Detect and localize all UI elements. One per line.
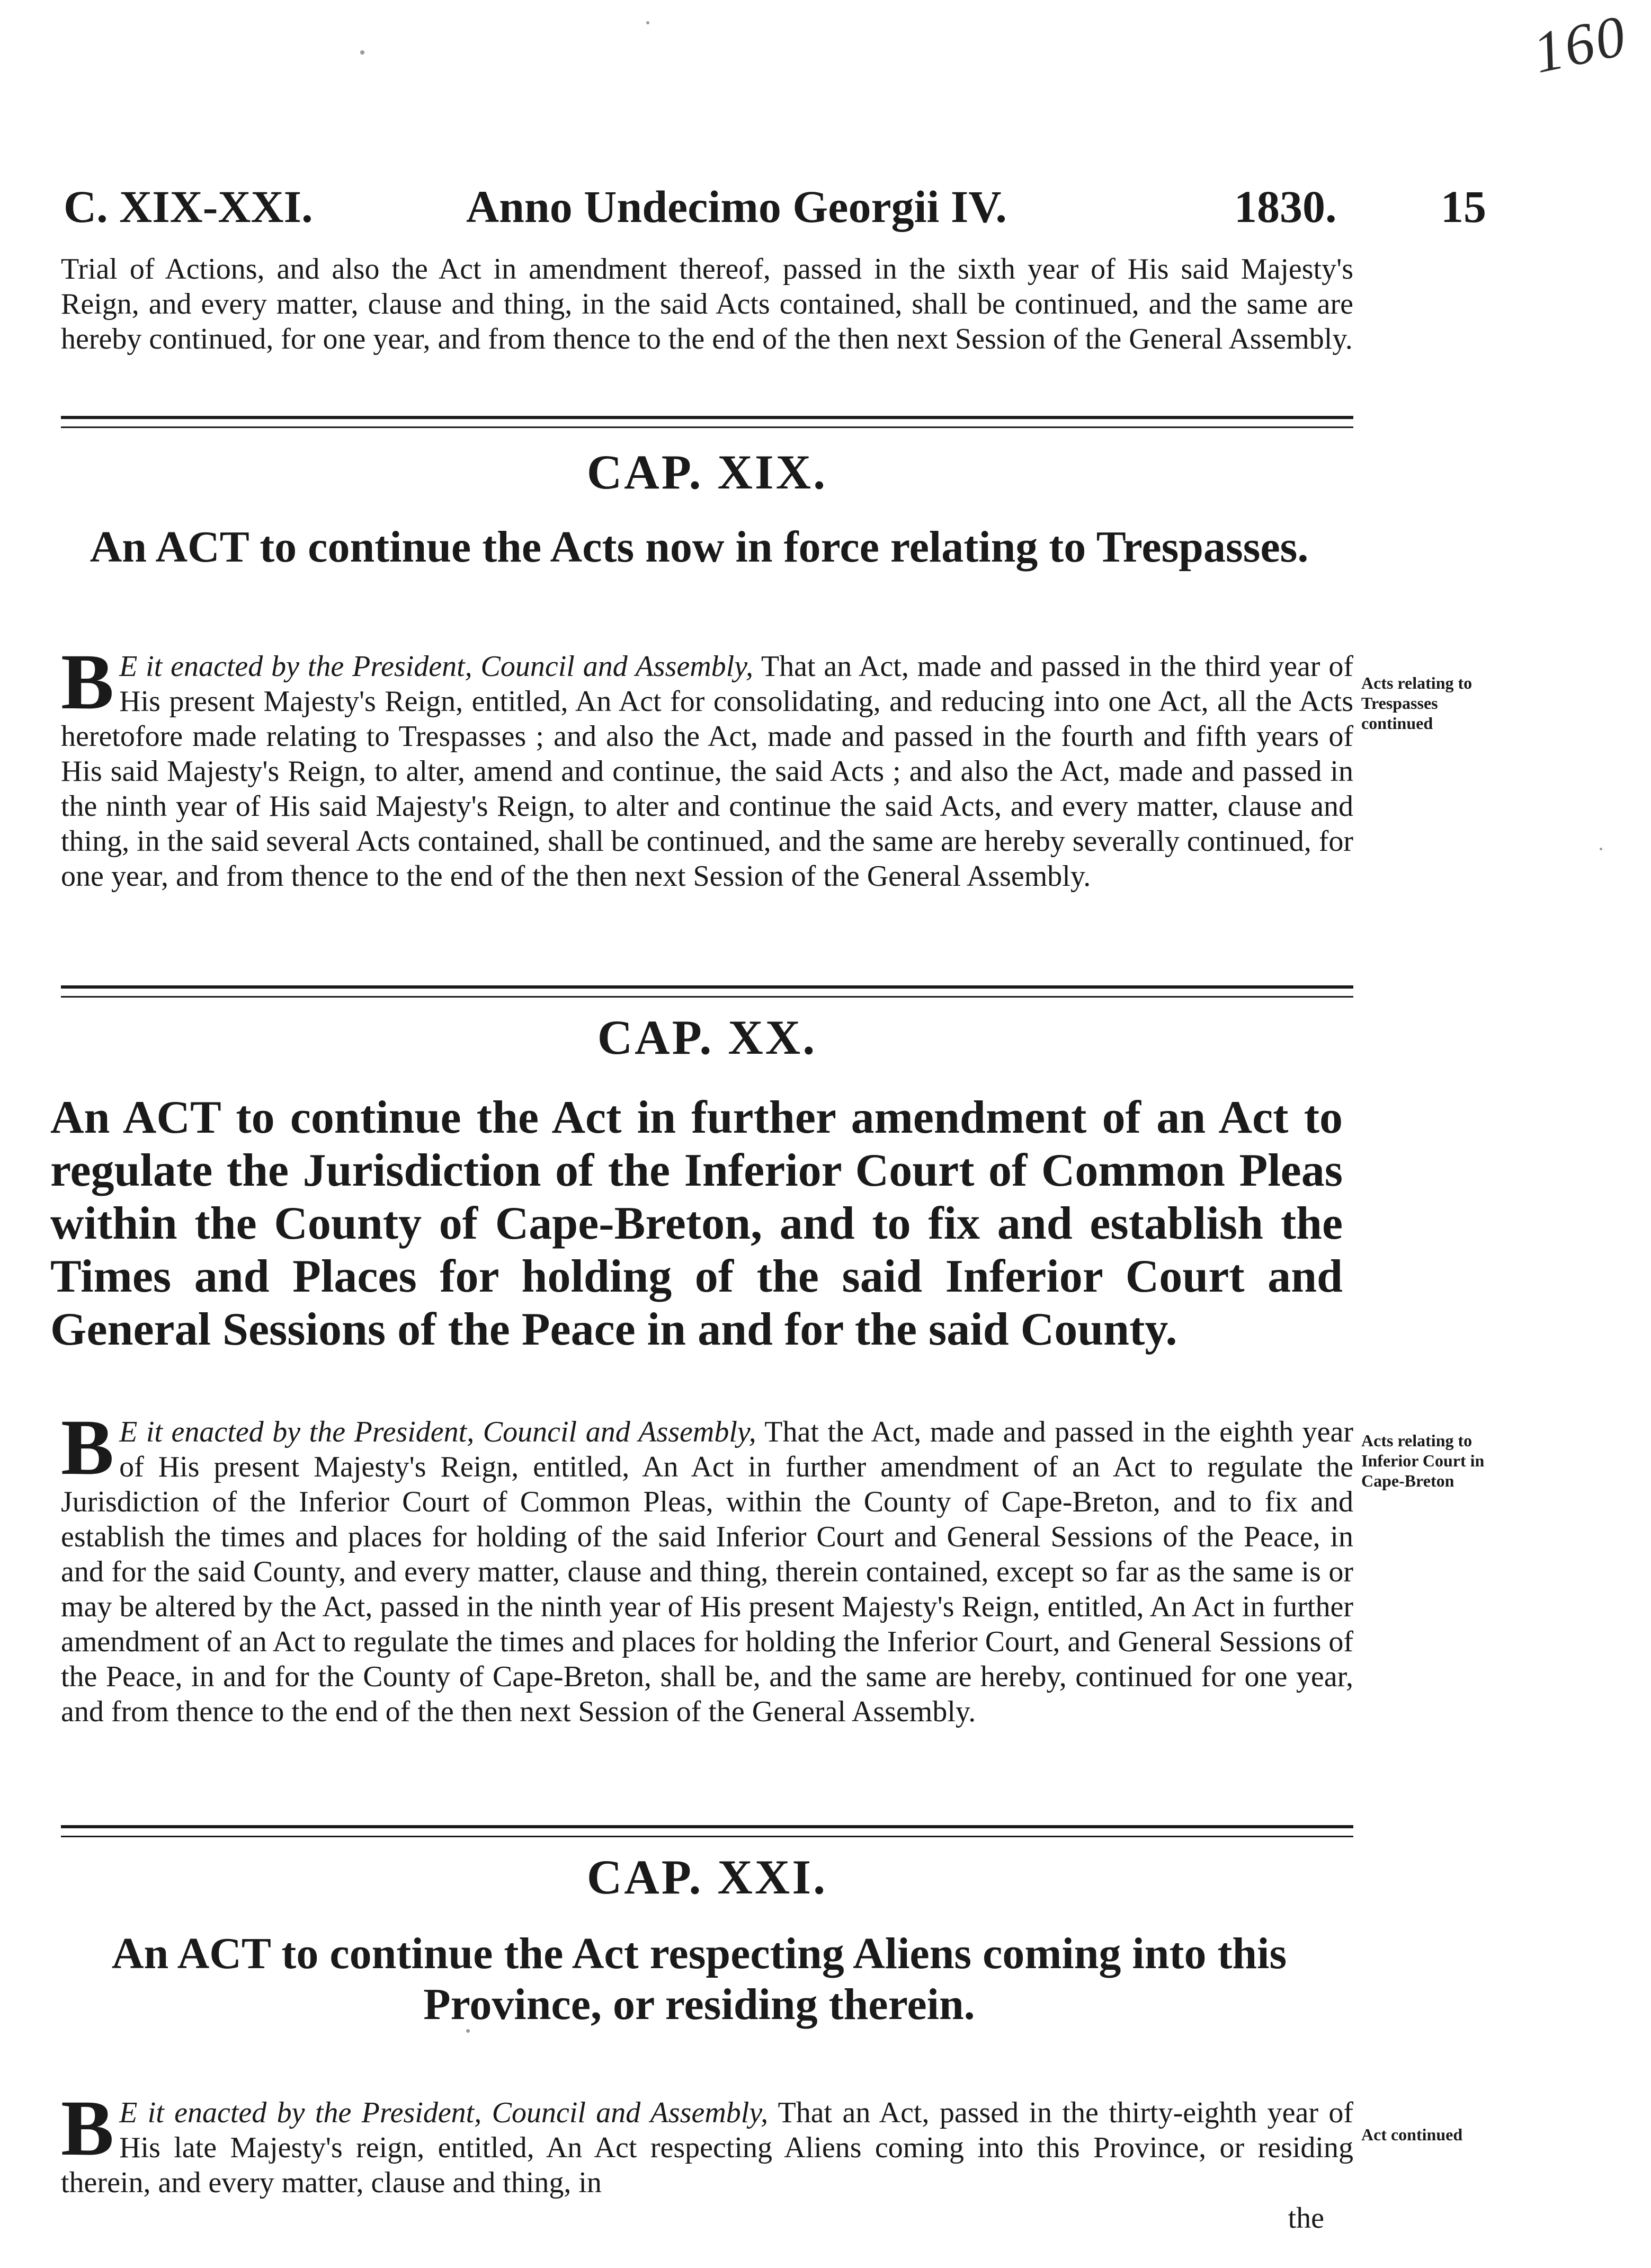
scan-speck (646, 21, 649, 24)
section-rule (61, 1825, 1353, 1837)
enacting-clause: E it enacted by the President, Council and Assembly, (119, 1416, 756, 1448)
margin-note-xxi: Act continued (1361, 2125, 1463, 2144)
drop-cap: B (61, 1403, 114, 1491)
running-head-year: 1830. (1234, 181, 1337, 232)
chapter-heading-xix: CAP. XIX. (586, 445, 828, 499)
scan-speck (1600, 848, 1602, 850)
chapter-heading-xxi: CAP. XXI. (586, 1850, 828, 1904)
act-body-xix (61, 638, 1353, 894)
chapter-heading-xx: CAP. XX. (597, 1010, 817, 1064)
margin-note-xix: Acts relating to Trespasses continued (1361, 673, 1472, 733)
enacting-clause: E it enacted by the President, Council and Assembly, (119, 650, 754, 683)
act-body-xx (61, 1403, 1353, 1729)
page-number: 15 (1441, 181, 1486, 232)
drop-cap: B (61, 638, 114, 726)
handwritten-folio-number: 160 (1528, 2, 1633, 86)
act-title-xix: An ACT to continue the Acts now in force relating to Trespasses. (90, 522, 1309, 572)
drop-cap: B (61, 2084, 114, 2172)
running-head (64, 180, 1525, 244)
act-body-text: That the Act, made and passed in the eighth year of His present Majesty's Reign, entitled, An Act in further amendment of an Act to regulate the Jurisdiction of the Inferior Court of Common Pleas, within the County of Cape-Breton, and to fix and establish the times and places for holding of the said Inferior Court and General Sessions of the Peace, in and for the said County, and every matter, clause and thing, therein contained, except so far as the same is or may be altered by the Act, passed in the ninth year of His present Majesty's Reign, entitled, An Act in further amendment of an Act to regulate the times and places for holding the Inferior Court, and General Sessions of the Peace, in and for the County of Cape-Breton, shall be, and the same are hereby, continued for one year, and from thence to the end of the then next Session of the General Assembly. (61, 1416, 1353, 1728)
act-body-xxi (61, 2084, 1353, 2200)
section-rule (61, 985, 1353, 998)
margin-note-xx: Acts relating to Inferior Court in Cape-Breton (1361, 1431, 1485, 1490)
section-rule (61, 416, 1353, 428)
act-title-xxi: An ACT to continue the Act respecting Aliens coming into this Province, or residing therein. (111, 1929, 1287, 2029)
act-body-text: That an Act, made and passed in the third year of His present Majesty's Reign, entitled, An Act for consolidating, and reducing into one Act, all the Acts heretofore made relating to Trespasses ; and also the Act, made and passed in the fourth and fifth years of His said Majesty's Reign, to alter, amend and continue, the said Acts ; and also the Act, made and passed in the ninth year of His said Majesty's Reign, to alter and continue the said Acts, and every matter, clause and thing, in the said several Acts contained, shall be continued, and the same are hereby severally continued, for one year, and from thence to the end of the then next Session of the General Assembly. (61, 650, 1353, 893)
act-title-xx: An ACT to continue the Act in further amendment of an Act to regulate the Jurisdiction of the Inferior Court of Common Pleas within the County of Cape-Breton, and to fix and establish the Times and Places for holding of the said Inferior Court and General Sessions of the Peace in and for the said County. (50, 1092, 1343, 1355)
continued-text: Trial of Actions, and also the Act in amendment thereof, passed in the sixth year of His said Majesty's Reign, and every matter, clause and thing, in the said Acts contained, shall be continued, and the same are hereby continued, for one year, and from thence to the end of the then next Session of the General Assembly. (61, 253, 1353, 355)
enacting-clause: E it enacted by the President, Council and Assembly, (119, 2096, 769, 2129)
act-body-text: That an Act, passed in the thirty-eighth year of His late Majesty's reign, entitled, An Act respecting Aliens coming into this Province, or residing therein, and every matter, clause and thing, in (61, 2096, 1353, 2199)
scan-speck (466, 2029, 470, 2033)
running-head-title: Anno Undecimo Georgii IV. (466, 181, 1007, 232)
catchword: the (1288, 2202, 1324, 2235)
running-head-chapters: C. XIX-XXI. (64, 181, 313, 232)
scan-speck (360, 50, 364, 55)
